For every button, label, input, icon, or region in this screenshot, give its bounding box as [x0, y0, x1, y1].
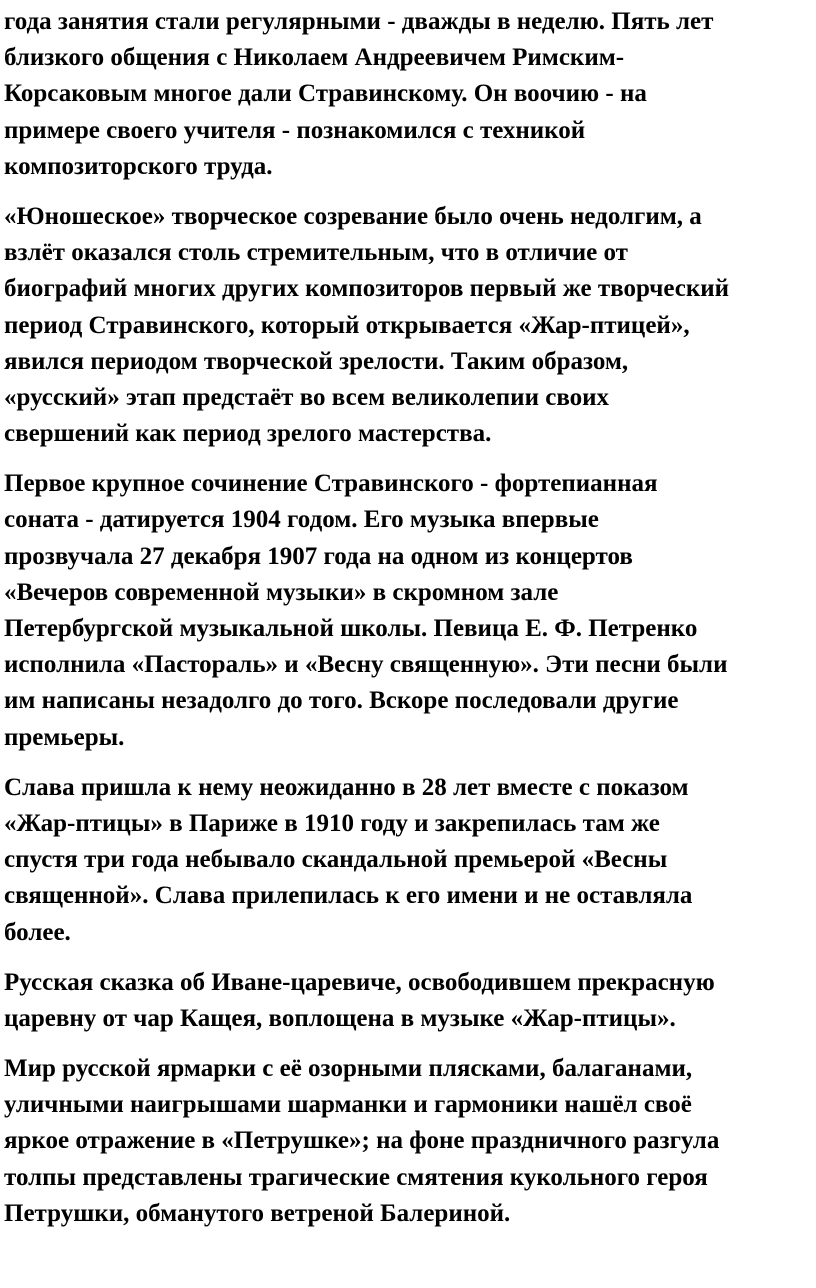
text-line: уличными наигрышами шарманки и гармоники нашёл своё — [4, 1091, 692, 1119]
text-line: священной». Слава прилепилась к его имени и не оставляла — [4, 882, 693, 910]
text-line: явился периодом творческой зрелости. Таким образом, — [4, 347, 629, 375]
text-line: Петербургской музыкальной школы. Певица Е. Ф. Петренко — [4, 615, 698, 642]
paragraph-maturity — [4, 199, 808, 452]
paragraph-studies — [4, 4, 808, 185]
text-line: им написаны незадолго до того. Вскоре последовали другие — [4, 687, 679, 715]
paragraph-first-works — [4, 466, 808, 756]
text-line: свершений как период зрелого мастерства. — [4, 420, 492, 448]
text-line: Первое крупное сочинение Стравинского - фортепианная — [4, 470, 658, 498]
paragraph-firebird-tale — [4, 965, 808, 1037]
text-line: яркое отражение в «Петрушке»; на фоне праздничного разгула — [4, 1127, 720, 1155]
text-line: период Стравинского, который открывается «Жар-птицей», — [4, 311, 690, 339]
text-line: примере своего учителя - познакомился с техникой — [4, 116, 586, 144]
text-line: «русский» этап предстаёт во всем великолепии своих — [4, 383, 610, 411]
paragraph-petrushka — [4, 1051, 808, 1232]
text-line: «Жар-птицы» в Париже в 1910 году и закрепилась там же — [4, 809, 660, 837]
text-line: биографий многих других композиторов первый же творческий — [4, 275, 730, 303]
text-line: исполнила «Пастораль» и «Весну священную». Эти песни были — [4, 651, 728, 679]
text-line: «Вечеров современной музыки» в скромном зале — [4, 578, 559, 606]
text-line: взлёт оказался столь стремительным, что в отличие от — [4, 239, 628, 267]
text-line: более. — [4, 918, 71, 946]
text-line: Мир русской ярмарки с её озорными плясками, балаганами, — [4, 1055, 693, 1083]
text-line: соната - датируется 1904 годом. Его музыка впервые — [4, 506, 599, 534]
text-line: Слава пришла к нему неожиданно в 28 лет вместе с показом — [4, 773, 689, 801]
text-line: царевну от чар Кащея, воплощена в музыке «Жар-птицы». — [4, 1004, 676, 1032]
text-line: Русская сказка об Иване-царевиче, освободившем прекрасную — [4, 968, 715, 996]
text-line: композиторского труда. — [4, 152, 273, 180]
text-line: Корсаковым многое дали Стравинскому. Он воочию - на — [4, 80, 647, 108]
text-line: Петрушки, обманутого ветреной Балериной. — [4, 1199, 511, 1227]
text-line: близкого общения с Николаем Андреевичем Римским- — [4, 44, 625, 72]
text-line: «Юношеское» творческое созревание было очень недолгим, а — [4, 202, 702, 230]
paragraph-fame — [4, 770, 808, 951]
text-line: премьеры. — [4, 723, 125, 751]
text-line: спустя три года небывало скандальной премьерой «Весны — [4, 846, 668, 874]
text-line: года занятия стали регулярными - дважды в неделю. Пять лет — [4, 8, 714, 35]
text-line: толпы представлены трагические смятения кукольного героя — [4, 1163, 708, 1191]
text-line: прозвучала 27 декабря 1907 года на одном из концертов — [4, 542, 633, 570]
